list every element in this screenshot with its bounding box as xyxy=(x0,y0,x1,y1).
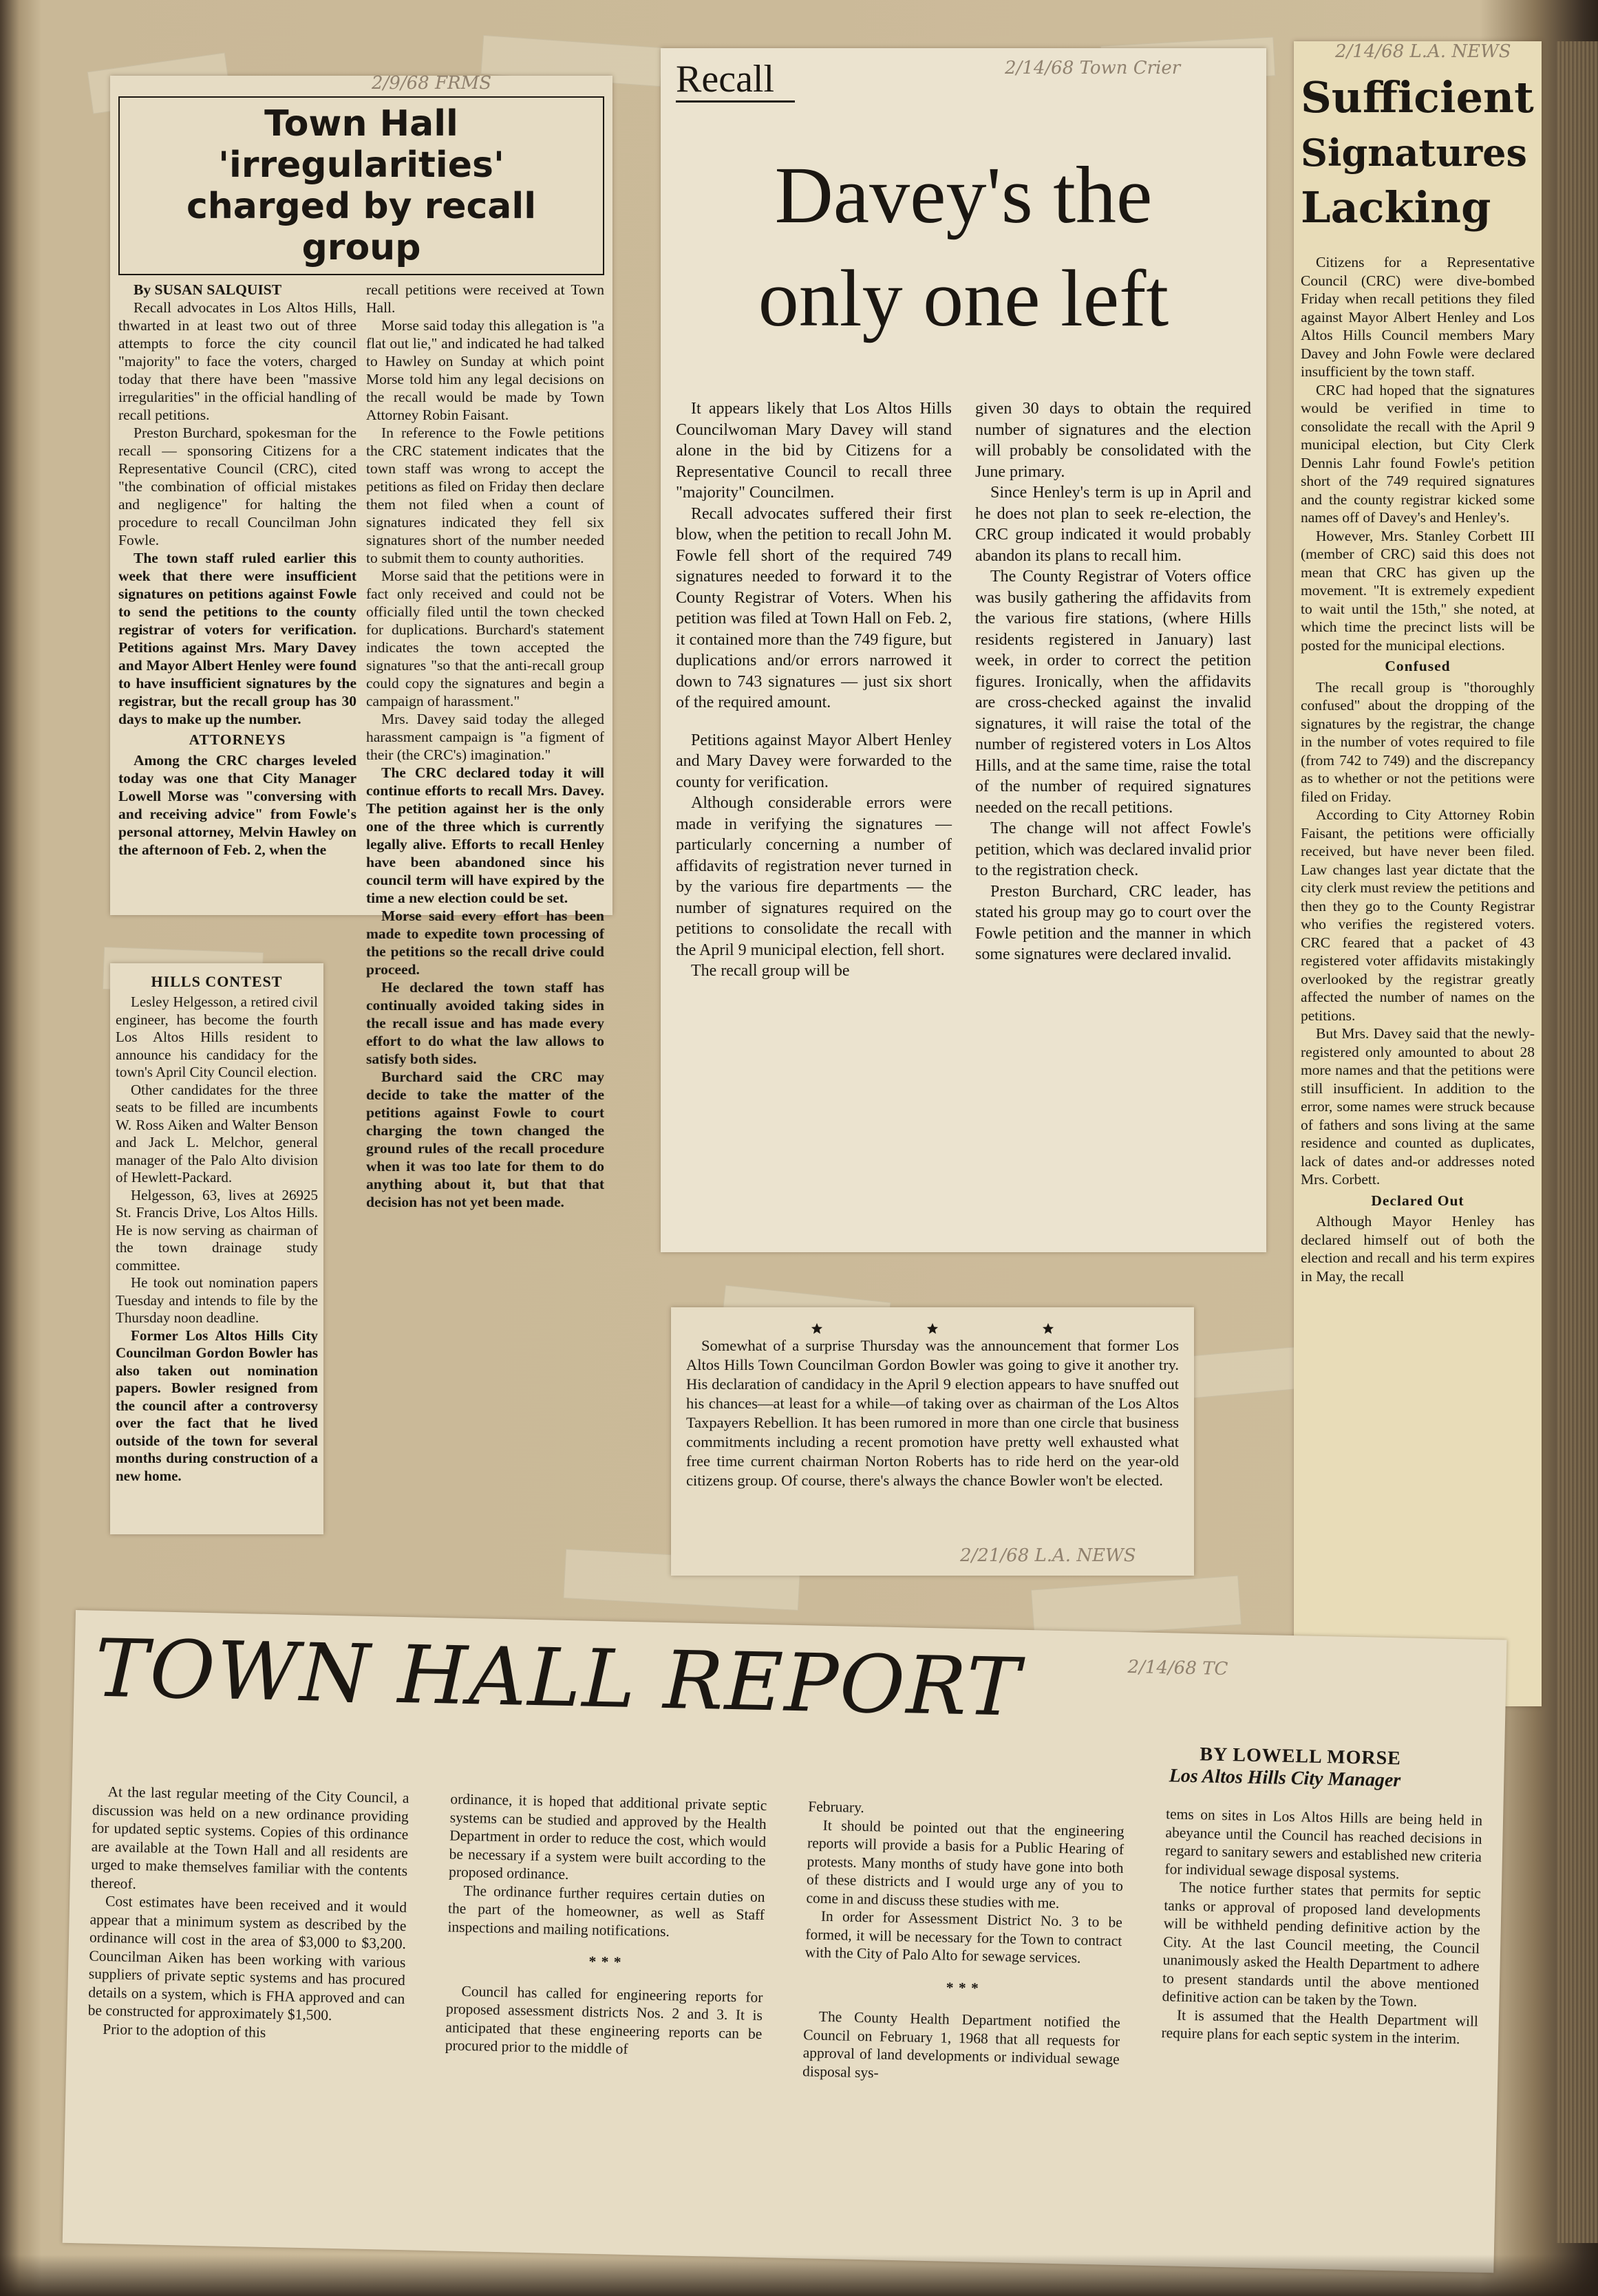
paragraph: Lesley Helgesson, a retired civil engineer, has become the fourth Los Altos Hills resident to announce his candidacy for the town's April City Council election. xyxy=(116,994,318,1080)
article-column-2 xyxy=(366,281,604,1210)
paragraph: At the last regular meeting of the City Council, a discussion was held on a new ordinance providing for updated septic systems. Copies of this ordinance are available at the Town Hall and all residents are urged to make themselves familiar with the contents thereof. xyxy=(90,1783,409,1892)
paragraph: Burchard said the CRC may decide to take the matter of the petitions against Fowle to court charging the town changed the ground rules of the recall procedure when it was too late for them to do anything about it, but that that decision has not yet been made. xyxy=(366,1069,604,1210)
paragraph: However, Mrs. Stanley Corbett III (member of CRC) said this does not mean that CRC has given up the movement. "It is extremely expedient to wait until the 15th," she noted, at which time the precinct lists will be posted for the municipal elections. xyxy=(1301,527,1535,654)
headline-block xyxy=(676,144,1251,350)
paragraph: He took out nomination papers Tuesday and intends to file by the Thursday noon deadline. xyxy=(116,1274,318,1326)
paragraph: The recall group is "thoroughly confused" about the dropping of the signatures by the registrar, the change in the number of votes required to file (from 742 to 749) and the discrepancy as to whether or not the petitions were filed on Friday. xyxy=(1301,678,1535,805)
section-separator: * * * xyxy=(588,1953,622,1971)
paragraph: The County Registrar of Voters office was busily gathering the affidavits from the various fire stations, (where Hills residents registered in January) last week, in order to correct the petition figures. Ironically, when the affidavits are cross-checked against the invalid signatures, it will raise the total of the number of registered voters in Los Altos Hills, and at the same time, raise the total of the number of required signatures needed on the recall petitions. xyxy=(975,568,1251,817)
paragraph: CRC had hoped that the signatures would be verified in time to consolidate the recall with the April 9 municipal election, but City Clerk Dennis Lahr found Fowle's petition short of the 749 required signatures and the county registrar kicked some names off of Davey's and Henley's. xyxy=(1301,381,1535,526)
article-column-4 xyxy=(1158,1805,1482,2224)
star-icon xyxy=(926,1318,939,1331)
paragraph: Helgesson, 63, lives at 26925 St. Francis Drive, Los Altos Hills. He is now serving as chairman of the town drainage study committee. xyxy=(116,1186,318,1274)
paragraph: Morse said today this allegation is "a flat out lie," and indicated he had talked to Hawley on Sunday at which point Morse told him any legal decisions on the recall would be made by Town Attorney Robin Faisant. xyxy=(366,317,604,423)
paragraph: Somewhat of a surprise Thursday was the announcement that former Los Altos Hills Town Councilman Gordon Bowler was going to give it another try. His declaration of candidacy in the April 9 election appears to have snuffed out his chances—at least for a while—of taking over as chairman of the Los Altos Taxpayers Rebellion. It has been rumored in more than one circle that business commitments including a recent promotion have pretty well exhausted what free time current chairman Norton Roberts has to ride herd on the year-old citizens group. Of course, there's always the chance Bowler won't be elected. xyxy=(686,1337,1179,1489)
paragraph: Among the CRC charges leveled today was one that City Manager Lowell Morse was "conversing with and receiving advice" from Fowle's personal attorney, Melvin Hawley on the afternoon of Feb. 2, when the xyxy=(118,752,356,858)
star-icon xyxy=(1042,1318,1054,1331)
star-divider xyxy=(686,1318,1179,1331)
paragraph: According to City Attorney Robin Faisant, the petitions were officially received, but have never been filed. Law changes last year dictate that the city clerk must review the petitions and then they go to the County Registrar who verifies the registered voters. CRC feared that a packet of 43 registered voter affidavits mistakingly overlooked by the registrar greatly affected the number of names on the petitions. xyxy=(1301,806,1535,1024)
byline: By SUSAN SALQUIST xyxy=(134,281,282,298)
clipping-sufficient-signatures-lacking xyxy=(1294,41,1542,1706)
subhead: HILLS CONTEST xyxy=(151,973,283,990)
article-column-3 xyxy=(800,1797,1125,2217)
page-shadow xyxy=(0,2255,1598,2296)
article-column-1 xyxy=(118,281,356,996)
paragraph: Petitions against Mayor Albert Henley and Mary Davey were forwarded to the county for verification. xyxy=(676,731,952,791)
byline-block xyxy=(1169,1743,1401,1792)
paragraph: Recall advocates suffered their first blow, when the petition to recall John M. Fowle fell short of the required 749 signatures needed to forward it to the County Registrar of Voters. When his petition was filed at Town Hall on Feb. 2, it contained more than the 749 figure, but duplications and/or errors narrowed it down to 743 signatures — just six short of the required amount. xyxy=(676,504,952,711)
subhead: Confused xyxy=(1385,658,1451,674)
handwritten-date: 2/14/68 Town Crier xyxy=(1005,58,1181,78)
paragraph: Recall advocates in Los Altos Hills, thwarted in at least two out of three attempts to force the city council "majority" to face the voters, charged today that there have been "massive irregularities" in the official handling of recall petitions. xyxy=(118,299,356,423)
article-body xyxy=(686,1336,1179,1490)
clipping-town-hall-report xyxy=(63,1610,1507,2273)
paragraph: given 30 days to obtain the required number of signatures and the election will probably be consolidated with the June primary. xyxy=(975,400,1251,481)
clipping-bowler-surprise xyxy=(671,1307,1194,1576)
clipping-hills-contest xyxy=(110,963,323,1534)
paragraph: Although Mayor Henley has declared himself out of both the election and recall and his term expires in May, the recall xyxy=(1301,1213,1535,1285)
paragraph: It is assumed that the Health Department will require plans for each septic system in the interim. xyxy=(1161,2006,1479,2048)
article-columns xyxy=(676,398,1251,1245)
paragraph: Other candidates for the three seats to be filled are incumbents W. Ross Aiken and Walter Benson and Jack L. Melchor, general manager of the Palo Alto division of Hewlett-Packard. xyxy=(116,1081,318,1185)
article-column-2 xyxy=(442,1790,767,2209)
article-column-2 xyxy=(975,398,1251,1245)
headline-block xyxy=(1301,70,1535,235)
handwritten-date: 2/9/68 FRMS xyxy=(372,73,492,94)
paragraph: February. xyxy=(808,1798,865,1816)
paragraph: Morse said that the petitions were in fact only received and could not be officially filed until the town checked for duplications. Burchard's statement indicates the town accepted the signatures "so that the anti-recall group could copy the signatures and begin a campaign of harassment." xyxy=(366,568,604,709)
paragraph: Cost estimates have been received and it would appear that a minimum system as described by the ordinance will cost in the area of $3,000 to $3,200. Councilman Aiken has been working with various suppliers of private septic systems and has procured details on a system, which is FHA approved and can be constructed for approximately $1,500. xyxy=(87,1892,407,2024)
article-column xyxy=(116,994,318,1485)
paragraph: The recall group will be xyxy=(691,962,850,980)
subhead: Declared Out xyxy=(1371,1192,1464,1209)
subhead: ATTORNEYS xyxy=(189,731,286,748)
headline: Sufficient xyxy=(1301,72,1534,122)
article-column-1 xyxy=(676,398,952,1245)
paragraph: ordinance, it is hoped that additional private septic systems can be studied and approved by the Health Department in order to reduce the cost, which would be necessary if a system were built according to the proposed ordinance. xyxy=(448,1790,767,1883)
clipping-daveys-the-only-one-left xyxy=(661,48,1266,1252)
article-column-1 xyxy=(84,1783,409,2202)
paragraph: The County Health Department notified the Council on February 1, 1968 that all requests for approval of land developments or individual sewage disposal sys- xyxy=(802,2008,1121,2081)
paragraph: It appears likely that Los Altos Hills Councilwoman Mary Davey will stand alone in the bid by Citizens for a Representative Council to recall three "majority" Councilmen. xyxy=(676,400,952,502)
headline-line-3: Lacking xyxy=(1301,182,1491,233)
paragraph: Mrs. Davey said today the alleged harassment campaign is "a figment of their (the CRC's) imagination." xyxy=(366,711,604,763)
paragraph: tems on sites in Los Altos Hills are being held in abeyance until the Council has reached decisions in regard to sanitary sewers and established new criteria for individual sewage disposal systems. xyxy=(1164,1805,1483,1882)
headline-line-2: charged by recall group xyxy=(186,186,537,268)
handwritten-date: 2/14/68 L.A. NEWS xyxy=(1335,41,1511,62)
paragraph: The ordinance further requires certain duties on the part of the homeowner, as well as Staff inspections and mailing notifications. xyxy=(447,1882,765,1940)
article-column xyxy=(1301,253,1535,1285)
paragraph: Morse said every effort has been made to expedite town processing of the petitions so the recall drive could proceed. xyxy=(366,908,604,978)
paragraph: Although considerable errors were made in verifying the signatures — particularly concerning a number of affidavits of registration never turned in by the various fire departments — the number of signatures required on the petitions to consolidate the recall with the April 9 municipal election, fell short. xyxy=(676,794,952,959)
headline-line-2: Signatures xyxy=(1301,131,1527,175)
paragraph: Citizens for a Representative Council (CRC) were dive-bombed Friday when recall petitions they filed against Mayor Albert Henley and Los Altos Hills Council members Mary Davey and John Fowle were declared insufficient by the town staff. xyxy=(1301,254,1535,380)
article-columns xyxy=(84,1783,1482,2224)
paragraph: The town staff ruled earlier this week that there were insufficient signatures on petitions against Fowle to send the petitions to the county registrar of voters for verification. Petitions against Mrs. Mary Davey and Mayor Albert Henley were found to have insufficient signatures by the registrar, but the recall group has 30 days to make up the number. xyxy=(118,550,356,727)
star-icon xyxy=(811,1318,823,1331)
paragraph: In reference to the Fowle petitions the CRC statement indicates that the town staff was wrong to accept the petitions as filed on Friday then declare them not filed when a count of signatures indicated they fell six signatures short of the number needed to submit them to county authorities. xyxy=(366,425,604,566)
headline-line-2: only one left xyxy=(758,253,1169,343)
paragraph: Prior to the adoption of this xyxy=(103,2020,266,2041)
paragraph: He declared the town staff has continually avoided taking sides in the recall issue and has made every effort to do what the law allows to satisfy both sides. xyxy=(366,979,604,1067)
paragraph: Preston Burchard, CRC leader, has stated his group may go to court over the Fowle petition and the manner in which some signatures were declared invalid. xyxy=(975,882,1251,963)
headline: TOWN HALL REPORT xyxy=(94,1622,1023,1735)
headline: Town Hall 'irregularities' xyxy=(218,103,504,186)
headline: Davey's the xyxy=(774,150,1153,240)
paragraph: The change will not affect Fowle's petition, which was declared invalid prior to the registration check. xyxy=(975,819,1251,879)
handwritten-date: 2/21/68 L.A. NEWS xyxy=(960,1545,1136,1566)
paragraph: The CRC declared today it will continue efforts to recall Mrs. Davey. The petition against her is the only one of the three which is currently legally alive. Efforts to recall Henley have been abandoned since his council term will have expired by the time a new election could be set. xyxy=(366,764,604,906)
paragraph: In order for Assessment District No. 3 to be formed, it will be necessary for the Town to contract with the City of Palo Alto for sewage services. xyxy=(805,1907,1123,1966)
byline-title: Los Altos Hills City Manager xyxy=(1169,1765,1401,1792)
handwritten-date: 2/14/68 TC xyxy=(1127,1657,1228,1680)
kicker: Recall xyxy=(676,58,795,103)
paragraph: recall petitions were received at Town Hall. xyxy=(366,281,604,316)
paragraph: The notice further states that permits for septic tanks or approval of proposed land developments will be withheld pending definitive action by the City. At the last Council meeting, the Council unanimously asked the Health Department to adhere to present standards until the above mentioned definitive action can be taken by the Town. xyxy=(1162,1878,1482,2010)
headline-box xyxy=(118,96,604,275)
paragraph: Council has called for engineering reports for proposed assessment districts Nos. 2 and 3. It is anticipated that these engineering reports can be procured prior to the middle of xyxy=(445,1982,763,2057)
paragraph: Preston Burchard, spokesman for the recall — sponsoring Citizens for a Representative Council (CRC), cited "the combination of official mistakes and negligence" for halting the procedure to recall Councilman John Fowle. xyxy=(118,425,356,548)
byline: BY LOWELL MORSE xyxy=(1200,1744,1402,1770)
section-separator: * * * xyxy=(946,1979,980,1997)
paragraph: But Mrs. Davey said that the newly-registered only amounted to about 28 more names and that the petitions were still insufficient. In addition to the error, some names were struck because of fathers and sons living at the same residence and counted as duplicates, lack of dates and-or addresses noted Mrs. Corbett. xyxy=(1301,1025,1535,1188)
tape-strip xyxy=(1031,1576,1242,1640)
paragraph: Since Henley's term is up in April and he does not plan to seek re-election, the CRC group indicated it would probably abandon its plans to recall him. xyxy=(975,484,1251,565)
adjacent-page-edge xyxy=(1557,41,1598,2243)
paragraph: Former Los Altos Hills City Councilman Gordon Bowler has also taken out nomination papers. Bowler resigned from the council after a controversy over the fact that he lived outside of the town for several months during construction of a new home. xyxy=(116,1327,318,1484)
paragraph: It should be pointed out that the engineering reports will provide a basis for a Public Hearing of protests. Many months of study have gone into both of these districts and I would urge any of you to come in and discuss these studies with me. xyxy=(806,1816,1125,1911)
